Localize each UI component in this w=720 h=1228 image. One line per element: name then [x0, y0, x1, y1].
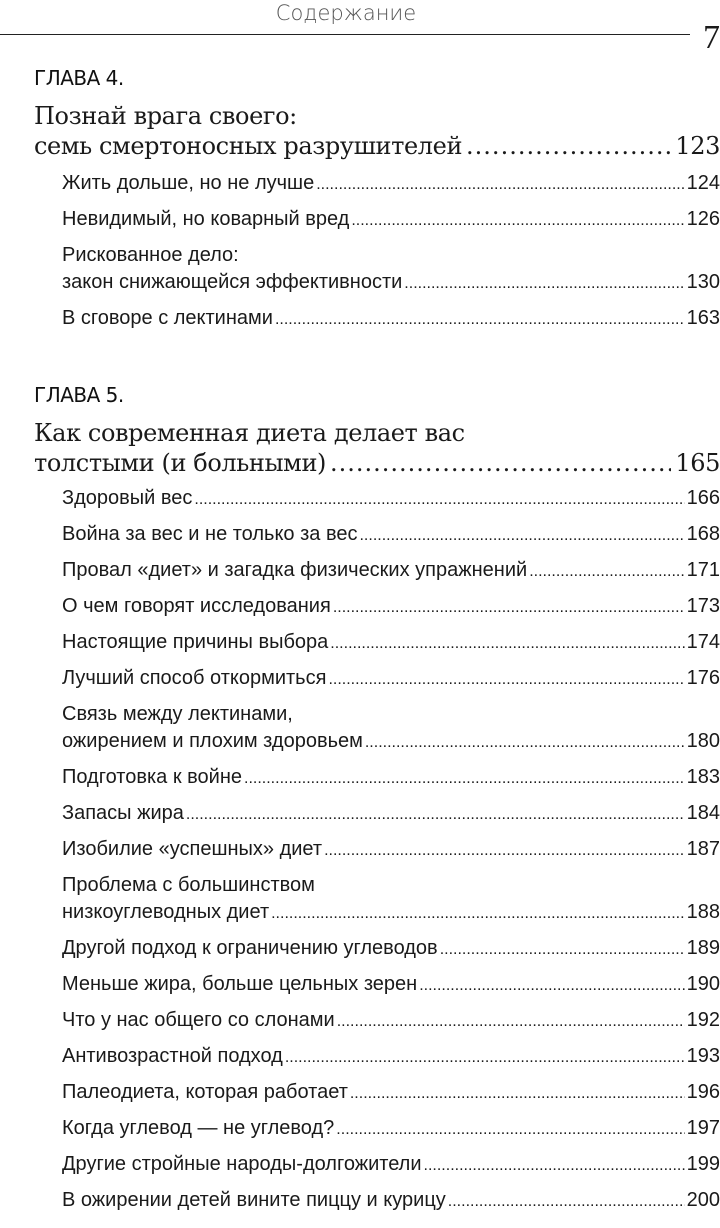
toc-entry[interactable] — [62, 764, 720, 792]
entry-title: Подготовка к войне — [62, 766, 242, 788]
dot-leader — [351, 207, 684, 234]
toc-entry[interactable] — [62, 629, 720, 657]
dot-leader — [466, 131, 671, 161]
entry-title: Когда углевод — не углевод? — [62, 1117, 335, 1139]
entry-title: низкоуглеводных диет — [62, 901, 270, 923]
toc-entry[interactable] — [62, 485, 720, 513]
entry-page: 166 — [686, 487, 720, 509]
chapter-5-entries — [62, 485, 720, 1223]
dot-leader — [440, 936, 685, 963]
entry-page: 200 — [686, 1189, 720, 1211]
toc-entry[interactable] — [62, 1079, 720, 1107]
entry-title: В сговоре с лектинами — [62, 307, 273, 329]
chapter-4-entries — [62, 170, 720, 341]
chapter-4-label: ГЛАВА 4. — [34, 66, 124, 90]
dot-leader — [336, 1116, 684, 1143]
entry-title: Антивозрастной подход — [62, 1045, 283, 1067]
entry-page: 188 — [686, 901, 720, 923]
toc-entry[interactable] — [62, 971, 720, 999]
entry-page: 183 — [686, 766, 720, 788]
entry-page: 197 — [686, 1117, 720, 1139]
dot-leader — [337, 1008, 685, 1035]
dot-leader — [328, 666, 684, 693]
entry-page: 174 — [686, 631, 720, 653]
entry-page: 192 — [686, 1009, 720, 1031]
running-header: Содержание — [275, 1, 417, 25]
toc-entry[interactable] — [62, 1151, 720, 1179]
dot-leader — [194, 486, 684, 513]
dot-leader — [424, 1152, 685, 1179]
toc-entry[interactable] — [62, 800, 720, 828]
dot-leader — [419, 972, 684, 999]
entry-page: 124 — [686, 172, 720, 194]
toc-entry[interactable] — [62, 872, 720, 927]
entry-page: 171 — [686, 559, 720, 581]
entry-page: 163 — [686, 307, 720, 329]
entry-page: 180 — [686, 730, 720, 752]
toc-entry[interactable] — [62, 170, 720, 198]
entry-page: 189 — [686, 937, 720, 959]
dot-leader — [365, 729, 685, 756]
dot-leader — [271, 900, 685, 927]
dot-leader — [244, 765, 685, 792]
dot-leader — [186, 801, 685, 828]
toc-entry[interactable] — [62, 305, 720, 333]
entry-title: Невидимый, но коварный вред — [62, 208, 350, 230]
toc-entry[interactable] — [62, 521, 720, 549]
entry-title: Лучший способ откормиться — [62, 667, 327, 689]
entry-title: Запасы жира — [62, 802, 184, 824]
entry-title: Война за вес и не только за вес — [62, 523, 358, 545]
entry-page: 199 — [686, 1153, 720, 1175]
toc-entry[interactable] — [62, 1007, 720, 1035]
entry-title: Другие стройные народы-долгожители — [62, 1153, 422, 1175]
chapter-page: 123 — [675, 132, 720, 160]
entry-title: Палеодиета, которая работает — [62, 1081, 348, 1103]
dot-leader — [285, 1044, 685, 1071]
entry-page: 190 — [686, 973, 720, 995]
page-number: 7 — [703, 19, 720, 56]
entry-title: Здоровый вес — [62, 487, 193, 509]
toc-entry[interactable] — [62, 1043, 720, 1071]
toc-entry[interactable] — [62, 1187, 720, 1215]
entry-title: Жить дольше, но не лучше — [62, 172, 315, 194]
entry-title: Что у нас общего со слонами — [62, 1009, 335, 1031]
dot-leader — [330, 630, 684, 657]
entry-page: 168 — [686, 523, 720, 545]
chapter-5-title[interactable] — [34, 418, 720, 478]
toc-entry[interactable] — [62, 593, 720, 621]
dot-leader — [316, 171, 684, 198]
chapter-title-line: толстыми (и больными) — [34, 449, 327, 477]
entry-title-line: Связь между лектинами, — [62, 703, 293, 725]
entry-title: Меньше жира, больше цельных зерен — [62, 973, 418, 995]
header-rule — [0, 34, 690, 35]
entry-title: Другой подход к ограничению углеводов — [62, 937, 438, 959]
entry-title: закон снижающейся эффективности — [62, 271, 403, 293]
dot-leader — [333, 594, 685, 621]
entry-title: Настоящие причины выбора — [62, 631, 329, 653]
dot-leader — [324, 837, 685, 864]
dot-leader — [275, 306, 685, 333]
toc-entry[interactable] — [62, 206, 720, 234]
toc-entry[interactable] — [62, 1115, 720, 1143]
dot-leader — [359, 522, 684, 549]
dot-leader — [404, 270, 684, 297]
entry-page: 193 — [686, 1045, 720, 1067]
chapter-page: 165 — [675, 449, 720, 477]
toc-entry[interactable] — [62, 242, 720, 297]
toc-entry[interactable] — [62, 557, 720, 585]
chapter-title-line: семь смертоносных разрушителей — [34, 132, 463, 160]
entry-title: Изобилие «успешных» диет — [62, 838, 323, 860]
entry-page: 176 — [686, 667, 720, 689]
dot-leader — [330, 448, 671, 478]
dot-leader — [350, 1080, 685, 1107]
dot-leader — [529, 558, 684, 585]
entry-page: 130 — [686, 271, 720, 293]
chapter-4-title[interactable] — [34, 101, 720, 161]
entry-page: 196 — [686, 1081, 720, 1103]
chapter-5-label: ГЛАВА 5. — [34, 383, 124, 407]
entry-page: 184 — [686, 802, 720, 824]
entry-page: 126 — [686, 208, 720, 230]
entry-page: 173 — [686, 595, 720, 617]
entry-title: В ожирении детей вините пиццу и курицу — [62, 1189, 446, 1211]
chapter-title-line: Познай врага своего: — [34, 102, 297, 130]
chapter-title-line: Как современная диета делает вас — [34, 419, 465, 447]
entry-title: Провал «диет» и загадка физических упражнений — [62, 559, 528, 581]
toc-entry[interactable] — [62, 935, 720, 963]
entry-title: О чем говорят исследования — [62, 595, 331, 617]
entry-title-line: Проблема с большинством — [62, 874, 315, 896]
toc-entry[interactable] — [62, 701, 720, 756]
entry-page: 187 — [686, 838, 720, 860]
entry-title-line: Рискованное дело: — [62, 244, 239, 266]
toc-entry[interactable] — [62, 836, 720, 864]
toc-entry[interactable] — [62, 665, 720, 693]
entry-title: ожирением и плохим здоровьем — [62, 730, 363, 752]
dot-leader — [448, 1188, 685, 1215]
